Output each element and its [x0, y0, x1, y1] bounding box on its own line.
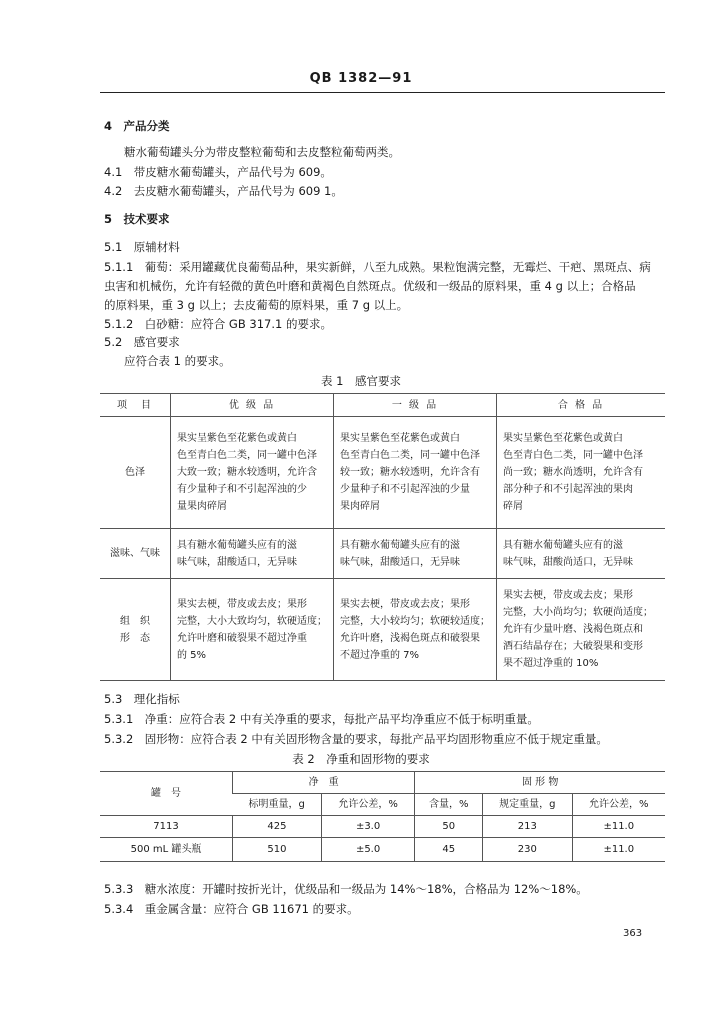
cell-line: 的 5% — [177, 649, 207, 661]
table-row — [100, 816, 665, 838]
cell-line: 具有糖水葡萄罐头应有的滋 — [177, 539, 297, 551]
cell-line: 有少量种子和不引起浑浊的少 — [177, 484, 307, 495]
cell: 7113 — [100, 816, 233, 838]
clause-4-2: 4.2 去皮糖水葡萄罐头，产品代号为 609 1。 — [104, 184, 343, 198]
cell-line: 色至青白色二类，同一罐中色泽 — [503, 450, 643, 461]
clause-5-3-1: 5.3.1 净重：应符合表 2 中有关净重的要求，每批产品平均净重应不低于标明重量。 — [104, 712, 539, 726]
clause-5-2-text: 应符合表 1 的要求。 — [124, 354, 231, 368]
cell-line: 果实呈紫色至花紫色或黄白 — [340, 433, 460, 444]
header-specified-weight: 规定重量，g — [483, 794, 572, 816]
table1-caption: 表 1 感官要求 — [321, 374, 401, 388]
cell-line: 允许叶磨和破裂果不超过净重 — [177, 632, 307, 644]
page-number: 363 — [623, 928, 643, 939]
row-item-line: 形 态 — [120, 632, 150, 644]
header-solids: 固 形 物 — [415, 772, 665, 794]
header-premium: 优 级 品 — [171, 394, 334, 417]
clause-5-3: 5.3 理化指标 — [104, 692, 180, 706]
cell: ±3.0 — [321, 816, 415, 838]
cell-line: 少量种子和不引起浑浊的少量 — [340, 484, 470, 495]
cell-line: 部分种子和不引起浑浊的果肉 — [503, 484, 633, 495]
clause-5-1-2: 5.1.2 白砂糖：应符合 GB 317.1 的要求。 — [104, 317, 332, 331]
clause-5-2: 5.2 感官要求 — [104, 335, 180, 349]
cell — [334, 579, 497, 681]
cell-line: 具有糖水葡萄罐头应有的滋 — [340, 539, 460, 551]
cell: 425 — [233, 816, 322, 838]
cell-line: 色至青白色二类，同一罐中色泽 — [177, 450, 317, 461]
clause-5-1-1-line3: 的原料果，重 3 g 以上；去皮葡萄的原料果，重 7 g 以上。 — [104, 298, 409, 312]
cell — [334, 529, 497, 579]
cell-line: 味气味，甜酸尚适口，无异味 — [503, 556, 633, 568]
cell-line: 允许叶磨，浅褐色斑点和破裂果 — [340, 632, 480, 644]
cell-line: 果不超过净重的 10% — [503, 658, 599, 669]
cell — [334, 417, 497, 529]
table-row — [100, 579, 665, 681]
cell — [497, 417, 666, 529]
cell-line: 较一致；糖水较透明，允许含有 — [340, 467, 480, 478]
cell-line: 果实去梗，带皮或去皮；果形 — [503, 590, 633, 601]
section-5-title: 5 技术要求 — [104, 212, 170, 226]
cell: 230 — [483, 838, 572, 862]
header-qualified: 合 格 品 — [497, 394, 666, 417]
cell — [497, 529, 666, 579]
cell-line: 果实呈紫色至花紫色或黄白 — [503, 433, 623, 444]
cell: ±5.0 — [321, 838, 415, 862]
clause-4-1: 4.1 带皮糖水葡萄罐头，产品代号为 609。 — [104, 165, 332, 179]
page-header: QB 1382—91 — [309, 71, 413, 86]
header-labeled-weight: 标明重量，g — [233, 794, 322, 816]
cell-line: 果实呈紫色至花紫色或黄白 — [177, 433, 297, 444]
header-net-tolerance: 允许公差，% — [321, 794, 415, 816]
cell-line: 果肉碎屑 — [340, 501, 380, 512]
cell-line: 味气味，甜酸适口，无异味 — [340, 556, 460, 568]
cell-line: 允许有少量叶磨、浅褐色斑点和 — [503, 624, 643, 635]
cell-line: 量果肉碎屑 — [177, 501, 227, 512]
clause-5-3-2: 5.3.2 固形物：应符合表 2 中有关固形物含量的要求，每批产品平均固形物重应不低于规定重量。 — [104, 732, 608, 746]
cell-line: 味气味，甜酸适口，无异味 — [177, 556, 297, 568]
header-solids-content: 含量，% — [415, 794, 483, 816]
clause-5-1-1-line2: 虫害和机械伤，允许有轻微的黄色叶磨和黄褐色自然斑点。优级和一级品的原料果，重 4 g 以上；合格品 — [104, 279, 636, 293]
table-row — [100, 417, 665, 529]
header-first-grade: 一 级 品 — [334, 394, 497, 417]
net-weight-solids-table — [100, 771, 665, 862]
header-net-weight: 净 重 — [233, 772, 415, 794]
cell-line: 尚一致；糖水尚透明，允许含有 — [503, 467, 643, 478]
table2-caption: 表 2 净重和固形物的要求 — [292, 752, 430, 766]
table-row — [100, 529, 665, 579]
cell: 510 — [233, 838, 322, 862]
cell-line: 酒石结晶存在；大破裂果和变形 — [503, 641, 643, 652]
cell: ±11.0 — [572, 816, 665, 838]
section-4-title: 4 产品分类 — [104, 119, 170, 133]
cell-line: 碎屑 — [503, 501, 523, 512]
row-item: 滋味、气味 — [100, 529, 171, 579]
cell — [171, 579, 334, 681]
cell-line: 色至青白色二类，同一罐中色泽 — [340, 450, 480, 461]
row-item — [100, 579, 171, 681]
cell-line: 不超过净重的 7% — [340, 649, 420, 661]
header-solids-tolerance: 允许公差，% — [572, 794, 665, 816]
cell — [171, 529, 334, 579]
cell-line: 果实去梗，带皮或去皮；果形 — [340, 598, 470, 610]
cell-line: 完整，大小大致均匀，软硬适度； — [177, 615, 327, 627]
clause-5-3-4: 5.3.4 重金属含量：应符合 GB 11671 的要求。 — [104, 902, 359, 916]
cell-line: 完整，大小尚均匀；软硬尚适度； — [503, 607, 653, 618]
cell-line: 果实去梗，带皮或去皮；果形 — [177, 598, 307, 610]
table-row — [100, 838, 665, 862]
table-header-row — [100, 394, 665, 417]
header-rule — [100, 92, 665, 93]
header-can-number: 罐 号 — [100, 772, 233, 816]
row-item: 色泽 — [100, 417, 171, 529]
cell: 45 — [415, 838, 483, 862]
section-4-intro: 糖水葡萄罐头分为带皮整粒葡萄和去皮整粒葡萄两类。 — [124, 145, 400, 159]
header-item: 项 目 — [100, 394, 171, 417]
cell — [171, 417, 334, 529]
cell: ±11.0 — [572, 838, 665, 862]
cell: 213 — [483, 816, 572, 838]
cell-line: 具有糖水葡萄罐头应有的滋 — [503, 539, 623, 551]
cell-line: 完整，大小较均匀；软硬较适度； — [340, 615, 490, 627]
clause-5-1-1-line1: 5.1.1 葡萄：采用罐藏优良葡萄品种，果实新鲜，八至九成熟。果粒饱满完整，无霉烂、干疤、黑斑点、病 — [104, 260, 651, 274]
cell — [497, 579, 666, 681]
cell: 50 — [415, 816, 483, 838]
cell: 500 mL 罐头瓶 — [100, 838, 233, 862]
cell-line: 大致一致；糖水较透明，允许含 — [177, 467, 317, 478]
clause-5-3-3: 5.3.3 糖水浓度：开罐时按折光计，优级品和一级品为 14%～18%，合格品为 12%～18%。 — [104, 882, 588, 896]
clause-5-1: 5.1 原辅材料 — [104, 240, 180, 254]
table-header-row — [100, 772, 665, 794]
sensory-requirements-table — [100, 393, 665, 681]
row-item-line: 组 织 — [120, 615, 150, 627]
